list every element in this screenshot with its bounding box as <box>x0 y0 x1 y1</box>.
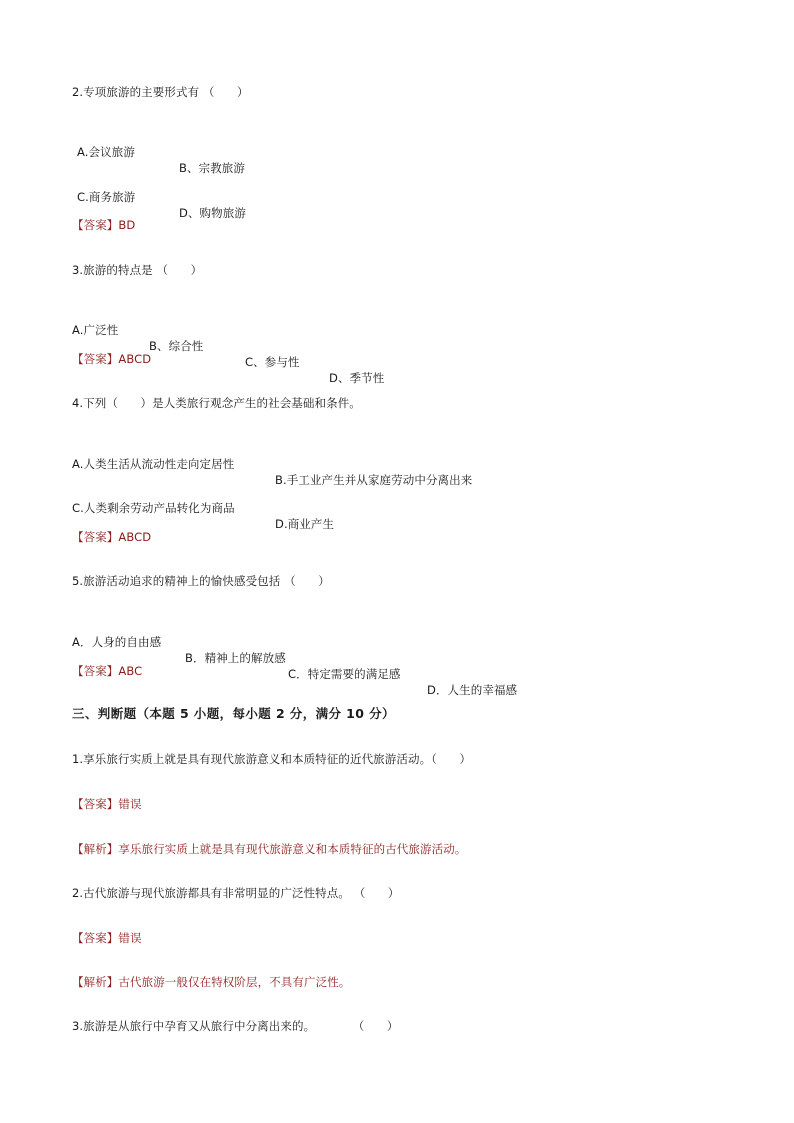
tf1-question: 1.享乐旅行实质上就是具有现代旅游意义和本质特征的近代旅游活动。（ ） <box>72 752 472 766</box>
q4-question: 4.下列（ ）是人类旅行观念产生的社会基础和条件。 <box>72 396 361 410</box>
q3-option-a: A.广泛性 <box>72 323 119 337</box>
q4-option-a: A.人类生活从流动性走向定居性 <box>72 457 235 471</box>
q5-option-c: C．特定需要的满足感 <box>288 667 401 681</box>
tf2-question: 2.古代旅游与现代旅游都具有非常明显的广泛性特点。 （ ） <box>72 886 400 900</box>
q2-option-c: C.商务旅游 <box>77 190 136 204</box>
q3-option-d: D、季节性 <box>329 371 385 385</box>
q4-answer: 【答案】ABCD <box>72 530 152 544</box>
q5-question: 5.旅游活动追求的精神上的愉快感受包括 （ ） <box>72 574 330 588</box>
tf2-analysis: 【解析】古代旅游一般仅在特权阶层，不具有广泛性。 <box>72 975 351 989</box>
q4-options-row2 <box>72 484 632 532</box>
q2-question: 2.专项旅游的主要形式有 （ ） <box>72 85 249 99</box>
q2-options-row2 <box>77 173 477 221</box>
q2-option-a: A.会议旅游 <box>77 145 135 159</box>
q2-options-row1 <box>77 128 477 176</box>
q3-question: 3.旅游的特点是 （ ） <box>72 263 203 277</box>
q5-option-b: B．精神上的解放感 <box>185 651 286 665</box>
q2-option-d: D、购物旅游 <box>179 206 246 220</box>
tf1-answer: 【答案】错误 <box>72 797 142 811</box>
q5-options-row <box>72 618 672 698</box>
q4-options-row1 <box>72 440 632 488</box>
tf2-answer: 【答案】错误 <box>72 931 142 945</box>
q2-option-b: B、宗教旅游 <box>179 161 245 175</box>
q4-option-d: D.商业产生 <box>275 517 335 531</box>
tf3-question: 3.旅游是从旅行中孕育又从旅行中分离出来的。 （ ） <box>72 1019 399 1033</box>
tf1-analysis: 【解析】享乐旅行实质上就是具有现代旅游意义和本质特征的古代旅游活动。 <box>72 842 467 856</box>
q4-option-c: C.人类剩余劳动产品转化为商品 <box>72 501 235 515</box>
q2-answer: 【答案】BD <box>72 218 136 232</box>
q5-option-a: A．人身的自由感 <box>72 635 162 649</box>
q5-answer: 【答案】ABC <box>72 664 143 678</box>
q3-answer: 【答案】ABCD <box>72 352 152 366</box>
q3-option-c: C、参与性 <box>245 355 300 369</box>
q4-option-b: B.手工业产生并从家庭劳动中分离出来 <box>275 473 473 487</box>
q3-option-b: B、综合性 <box>149 339 204 353</box>
q3-options-row <box>72 306 572 386</box>
q5-option-d: D．人生的幸福感 <box>427 683 518 697</box>
section-heading-true-false: 三、判断题（本题 5 小题，每小题 2 分，满分 10 分） <box>72 706 395 721</box>
